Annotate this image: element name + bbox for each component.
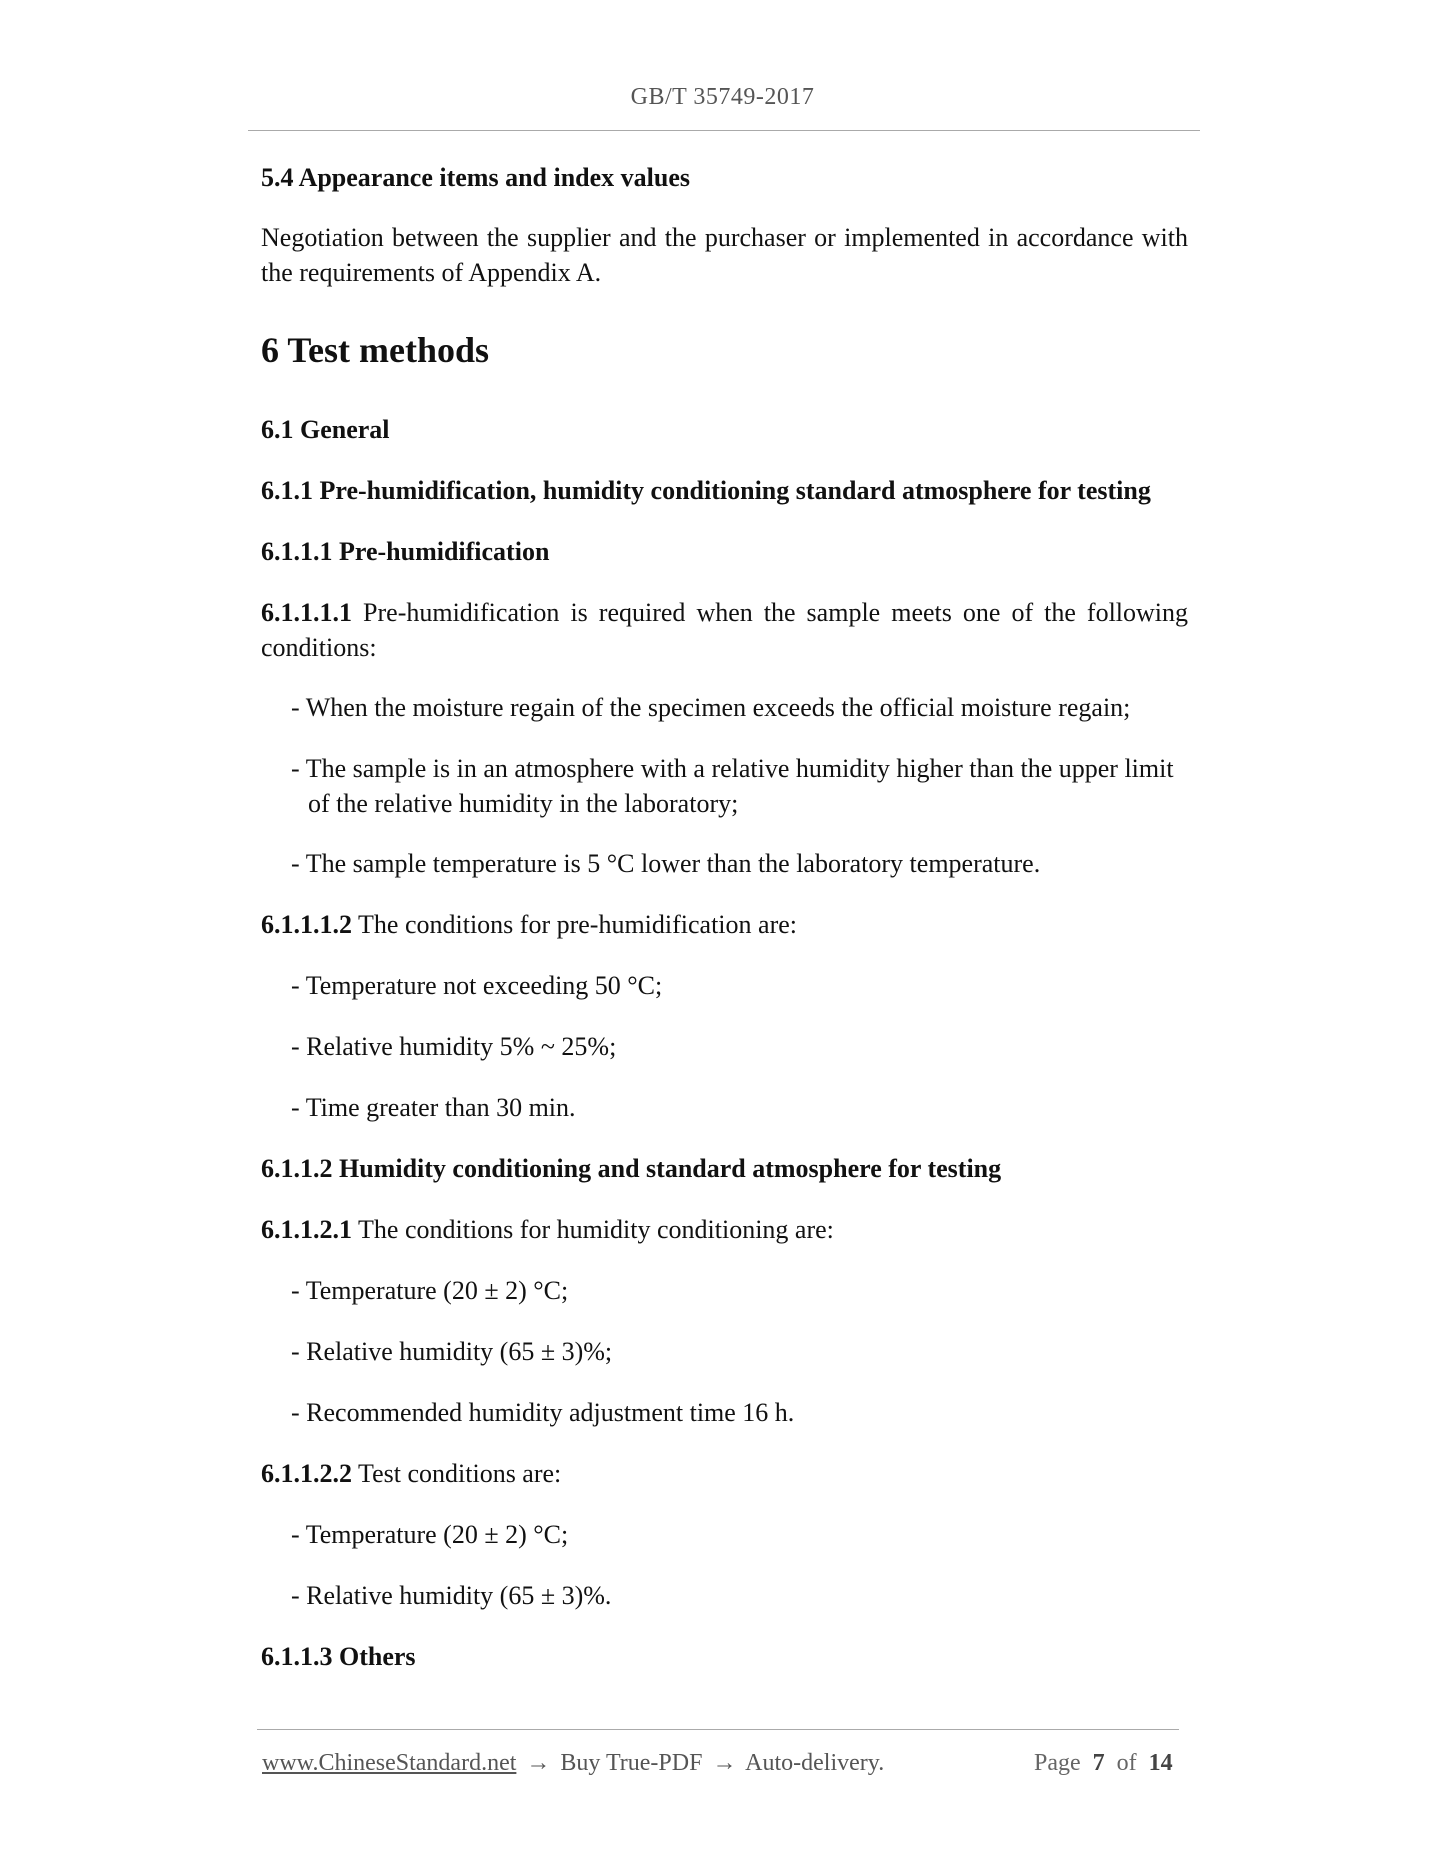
clause-number: 6.1.1.2.2 <box>261 1459 352 1488</box>
section-6-1-heading: 6.1 General <box>261 415 390 444</box>
auto-delivery-text: Auto-delivery. <box>745 1750 885 1776</box>
page-indicator <box>1034 1750 1179 1777</box>
list-item: - The sample temperature is 5 °C lower than the laboratory temperature. <box>291 849 1041 878</box>
section-6-1-1-2-1-paragraph <box>261 1212 1188 1247</box>
section-6-1-1-heading: 6.1.1 Pre-humidification, humidity conditioning standard atmosphere for testing <box>261 476 1151 505</box>
list-item: - The sample is in an atmosphere with a relative humidity higher than the upper limit of the relative humidity in the laboratory; <box>291 754 1174 818</box>
section-6-1-1-1-2-paragraph <box>261 907 1188 942</box>
list-item: - Relative humidity (65 ± 3)%. <box>291 1581 612 1610</box>
page-of-label: of <box>1116 1750 1137 1776</box>
clause-text: Pre-humidification is required when the sample meets one of the following conditions: <box>261 598 1189 662</box>
clause-number: 6.1.1.2.1 <box>261 1215 352 1244</box>
section-6-1-1-1-heading: 6.1.1.1 Pre-humidification <box>261 537 550 566</box>
section-6-1-1-1-1-paragraph <box>261 595 1188 665</box>
clause-number: 6.1.1.1.1 <box>261 598 352 627</box>
clause-text: Test conditions are: <box>358 1459 562 1488</box>
section-6-heading: 6 Test methods <box>261 330 490 370</box>
page-current: 7 <box>1092 1750 1105 1776</box>
document-header: GB/T 35749-2017 <box>630 84 815 110</box>
clause-text: The conditions for humidity conditioning are: <box>358 1215 834 1244</box>
section-6-1-1-2-heading: 6.1.1.2 Humidity conditioning and standard atmosphere for testing <box>261 1154 1002 1183</box>
list-item: - Temperature (20 ± 2) °C; <box>291 1520 569 1549</box>
list-item: - Temperature not exceeding 50 °C; <box>291 971 663 1000</box>
clause-text: The conditions for pre-humidification are: <box>358 910 797 939</box>
page-label: Page <box>1034 1750 1081 1776</box>
clause-number: 6.1.1.1.2 <box>261 910 352 939</box>
section-6-1-1-2-2-paragraph <box>261 1456 1188 1491</box>
list-item: - Time greater than 30 min. <box>291 1093 576 1122</box>
page-total: 14 <box>1148 1750 1173 1776</box>
list-item: - Relative humidity (65 ± 3)%; <box>291 1337 613 1366</box>
list-item: - When the moisture regain of the specimen exceeds the official moisture regain; <box>291 693 1131 722</box>
arrow-right-icon: → <box>712 1750 737 1776</box>
list-item: - Relative humidity 5% ~ 25%; <box>291 1032 617 1061</box>
section-5-4-heading: 5.4 Appearance items and index values <box>261 163 691 192</box>
section-6-1-1-3-heading: 6.1.1.3 Others <box>261 1642 416 1671</box>
footer-links <box>262 1750 884 1777</box>
buy-pdf-text: Buy True-PDF <box>560 1750 703 1776</box>
arrow-right-icon: → <box>526 1750 551 1776</box>
footer-divider <box>257 1729 1179 1730</box>
section-5-4-paragraph: Negotiation between the supplier and the purchaser or implemented in accordance with the requirements of Appendix A. <box>261 223 1188 287</box>
site-link[interactable]: www.ChineseStandard.net <box>262 1750 517 1776</box>
header-divider <box>248 130 1200 131</box>
list-item: - Recommended humidity adjustment time 16 h. <box>291 1398 795 1427</box>
list-item: - Temperature (20 ± 2) °C; <box>291 1276 569 1305</box>
